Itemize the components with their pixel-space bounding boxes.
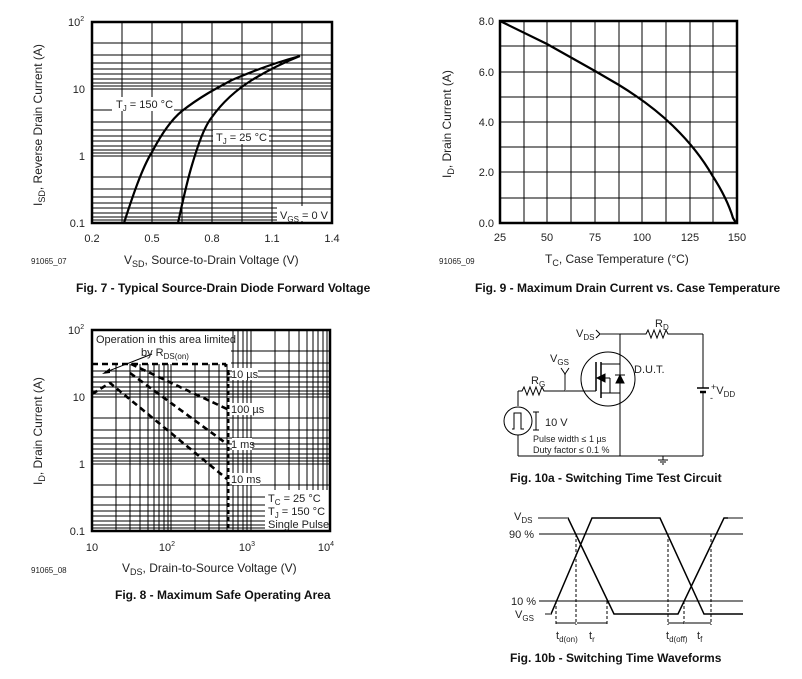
fig10b-label-td-on: $t_{d(on)}$ bbox=[556, 630, 578, 644]
fig9-caption: Fig. 9 - Maximum Drain Current vs. Case Temperature bbox=[475, 281, 781, 295]
fig7-figure-code: 91065_07 bbox=[31, 257, 67, 266]
fig9-ytick: 4.0 bbox=[478, 117, 494, 129]
fig9-xlabel: $T_C$, Case Temperature (°C) bbox=[545, 252, 689, 268]
vgs-terminal-icon bbox=[561, 368, 569, 374]
fig9-ytick: 6.0 bbox=[478, 67, 494, 79]
fig10b-waveforms bbox=[538, 518, 743, 625]
fig10a-label-pulse-width: Pulse width ≤ 1 µs bbox=[533, 434, 607, 444]
fig8-ytick: 0.1 bbox=[69, 526, 85, 538]
fig8-annotation-line1: Operation in this area limited bbox=[96, 334, 237, 346]
fig8-label-100us: 100 µs bbox=[231, 404, 265, 416]
fig9-figure-code: 91065_09 bbox=[439, 257, 475, 266]
fig8-cond-pulse: Single Pulse bbox=[268, 519, 330, 531]
fig10a-minus-sign: - bbox=[710, 393, 713, 403]
fig7-label-25c: $T_J = 25$ °C bbox=[216, 132, 267, 146]
fig7-ylabel: $I_{SD}$, Reverse Drain Current (A) bbox=[31, 44, 47, 206]
fig9-ytick: 0.0 bbox=[478, 218, 494, 230]
fig10a-label-duty-factor: Duty factor ≤ 0.1 % bbox=[533, 445, 610, 455]
fig8-cond-tj: $T_J = 150$ °C bbox=[268, 506, 326, 520]
fig9-grid bbox=[500, 21, 737, 223]
fig10a-label-dut: D.U.T. bbox=[634, 364, 665, 376]
fig7-xtick: 0.5 bbox=[144, 233, 160, 245]
fig8-ytick: 10 bbox=[72, 392, 85, 404]
fig8-caption: Fig. 8 - Maximum Safe Operating Area bbox=[115, 588, 331, 602]
fig8-curve-1ms bbox=[130, 373, 227, 444]
fig10b-label-10: 10 % bbox=[511, 596, 537, 608]
fig9-ytick: 2.0 bbox=[478, 167, 494, 179]
fig10b-caption: Fig. 10b - Switching Time Waveforms bbox=[510, 651, 722, 665]
fig8-xtick: $10^3$ bbox=[238, 541, 256, 554]
fig10a-label-vgs: $V_{GS}$ bbox=[550, 353, 569, 367]
fig10b-label-vds: $V_{DS}$ bbox=[514, 511, 533, 525]
body-diode-icon bbox=[616, 375, 624, 383]
fig8-ytick: $10^2$ bbox=[68, 324, 85, 337]
fig7-label-vgs: $V_{GS} = 0$ V bbox=[280, 210, 328, 224]
fig8-xlabel: $V_{DS}$, Drain-to-Source Voltage (V) bbox=[122, 561, 297, 577]
fig8-label-10us: 10 µs bbox=[231, 369, 259, 381]
fig8-ytick: 1 bbox=[78, 459, 85, 471]
fig10a-label-rd: $R_D$ bbox=[655, 318, 669, 332]
fig8-annotation-line2: by $R_{DS(on)}$ bbox=[141, 347, 189, 361]
fig7-ytick: 1 bbox=[78, 151, 85, 163]
fig9-xtick: 125 bbox=[680, 232, 700, 244]
fig7-grid bbox=[92, 22, 332, 223]
fig7-xtick: 0.2 bbox=[84, 233, 100, 245]
fig10b-label-vgs: $V_{GS}$ bbox=[515, 609, 534, 623]
fig10a-label-rg: $R_G$ bbox=[531, 375, 546, 389]
fig8-xtick: 10 bbox=[85, 542, 99, 554]
fig8-chart bbox=[31, 324, 334, 602]
fig9-ytick: 8.0 bbox=[478, 16, 494, 28]
fig9-chart bbox=[439, 16, 781, 295]
vds-waveform bbox=[538, 518, 743, 614]
fig7-caption: Fig. 7 - Typical Source-Drain Diode Forward Voltage bbox=[76, 281, 371, 295]
fig7-xtick: 0.8 bbox=[204, 233, 220, 245]
fig7-xtick: 1.1 bbox=[264, 233, 280, 245]
fig7-xlabel: $V_{SD}$, Source-to-Drain Voltage (V) bbox=[124, 253, 299, 269]
fig10a-caption: Fig. 10a - Switching Time Test Circuit bbox=[510, 471, 722, 485]
fig7-xtick: 1.4 bbox=[324, 233, 340, 245]
fig10b-label-tr: $t_r$ bbox=[589, 630, 595, 644]
fig8-ylabel: $I_D$, Drain Current (A) bbox=[31, 377, 47, 485]
fig7-ytick: 0.1 bbox=[69, 218, 85, 230]
fig9-xtick: 100 bbox=[632, 232, 652, 244]
fig9-ylabel: $I_D$, Drain Current (A) bbox=[440, 70, 456, 178]
fig8-cond-tc: $T_C = 25$ °C bbox=[268, 493, 321, 507]
fig9-xtick: 25 bbox=[493, 232, 507, 244]
fig7-label-150c: $T_J = 150$ °C bbox=[116, 99, 174, 113]
fig9-xtick: 50 bbox=[540, 232, 554, 244]
fig10b-label-tf: $t_f$ bbox=[697, 630, 703, 644]
fig8-soa-curves bbox=[92, 364, 229, 531]
fig8-label-10ms: 10 ms bbox=[231, 474, 261, 486]
fig10b-label-td-off: $t_{d(off)}$ bbox=[666, 630, 688, 644]
fig8-xtick: $10^2$ bbox=[158, 541, 176, 554]
fig9-xtick: 150 bbox=[727, 232, 747, 244]
vds-terminal-icon bbox=[596, 330, 600, 338]
fig7-ytick: 10 bbox=[72, 84, 85, 96]
fig10a-label-amplitude: 10 V bbox=[545, 417, 568, 429]
fig7-chart bbox=[31, 16, 371, 295]
fig8-figure-code: 91065_08 bbox=[31, 566, 67, 575]
fig9-xtick: 75 bbox=[588, 232, 602, 244]
resistor-rd-icon bbox=[642, 330, 678, 338]
fig8-xtick: $10^4$ bbox=[317, 541, 335, 554]
fig10a-label-vds: $V_{DS}$ bbox=[576, 328, 595, 342]
fig8-label-1ms: 1 ms bbox=[231, 439, 255, 451]
mosfet-dut-icon bbox=[581, 352, 635, 406]
fig10b-label-90: 90 % bbox=[509, 529, 535, 541]
fig7-ytick: $10^2$ bbox=[68, 16, 85, 29]
pulse-generator-icon bbox=[504, 407, 532, 435]
fig10a-label-vdd: $^+V_{DD}$ bbox=[711, 382, 736, 399]
